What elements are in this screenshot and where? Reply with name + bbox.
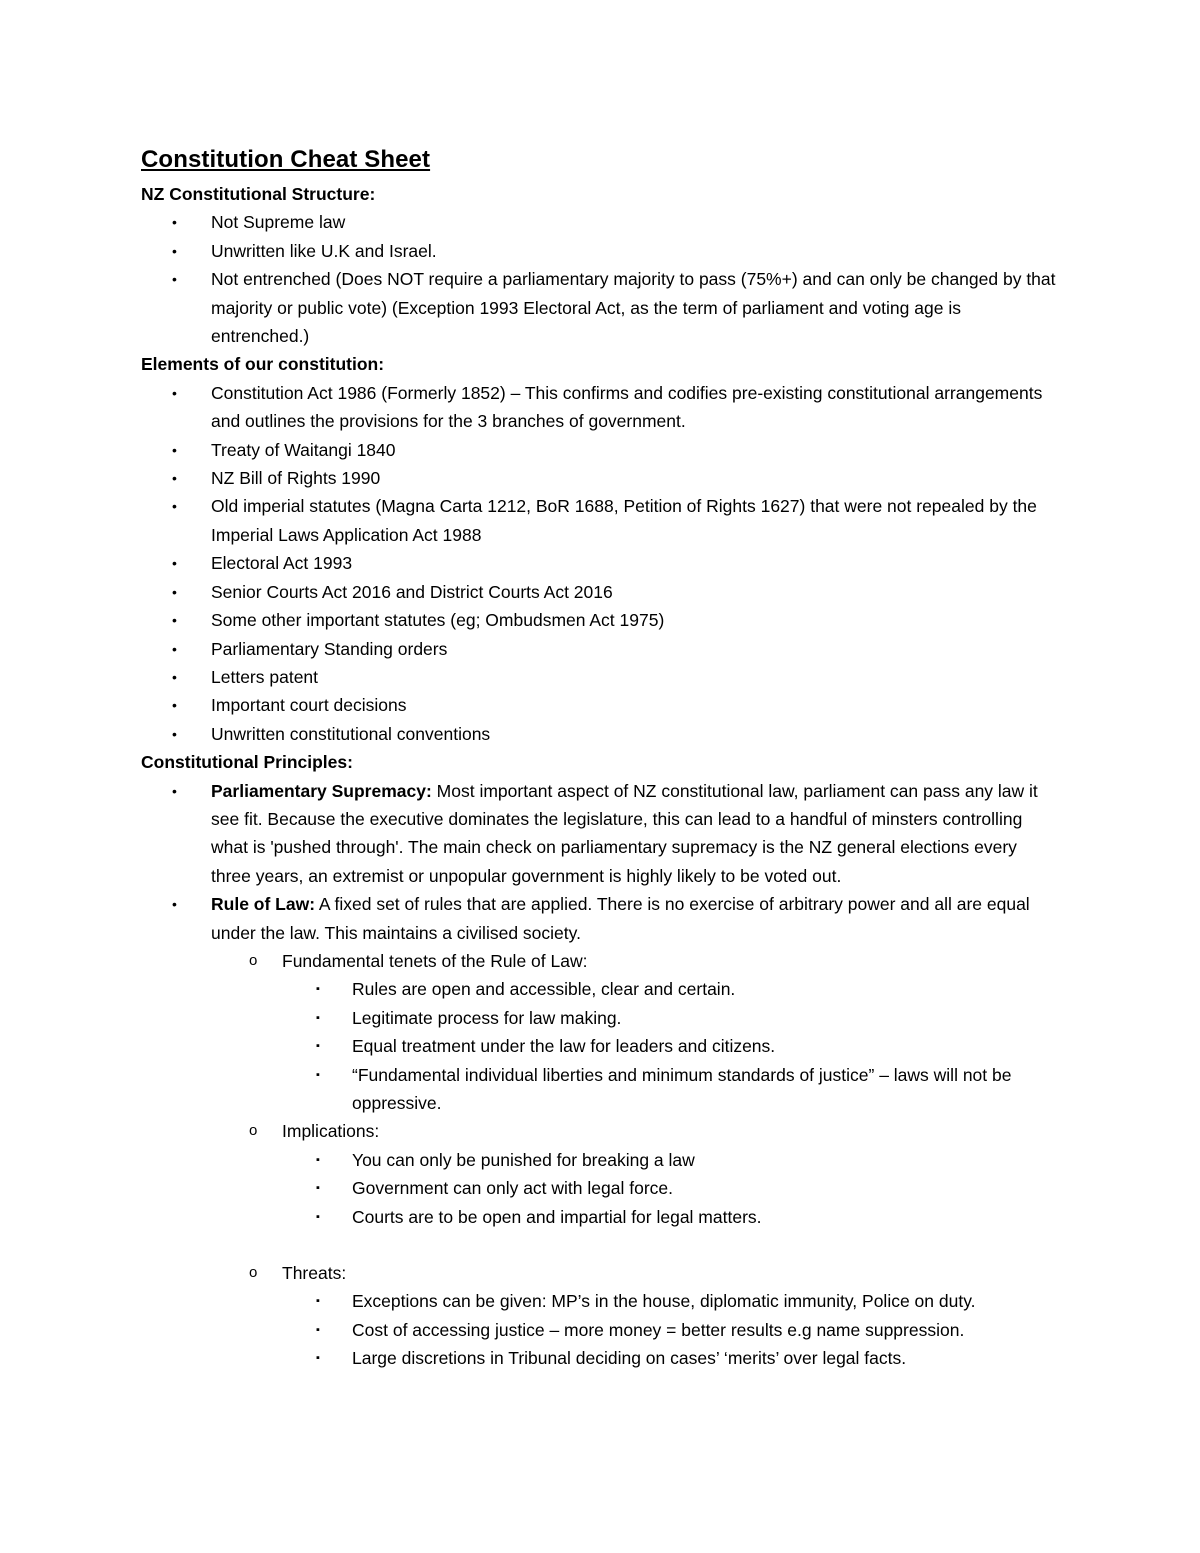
bullet-icon: • — [172, 668, 177, 685]
section-heading-elements: Elements of our constitution: — [141, 354, 385, 375]
bullet-icon: • — [172, 555, 177, 572]
term-label: Parliamentary Supremacy: — [211, 780, 432, 801]
list-item — [141, 436, 1061, 464]
square-bullet-icon: ▪ — [316, 1210, 320, 1223]
bullet-icon: • — [172, 271, 177, 288]
section-heading-structure: NZ Constitutional Structure: — [141, 184, 376, 204]
sublist-item — [141, 1287, 1061, 1315]
sublist-item — [141, 975, 1061, 1003]
list-item-text: Senior Courts Act 2016 and District Courts Act 2016 — [211, 581, 613, 602]
square-bullet-icon: ▪ — [316, 983, 320, 996]
sublist-item — [141, 1316, 1061, 1344]
circle-bullet-icon: o — [249, 1122, 258, 1140]
sublist-item-text: Cost of accessing justice – more money = better results e.g name suppression. — [352, 1319, 965, 1340]
sublist-item-text: Equal treatment under the law for leaders and citizens. — [352, 1036, 776, 1057]
document-title: Constitution Cheat Sheet — [141, 146, 431, 173]
square-bullet-icon: ▪ — [316, 1153, 320, 1166]
bullet-icon: • — [172, 782, 177, 799]
list-item — [141, 606, 1061, 634]
sublist-item-text: “Fundamental individual liberties and minimum standards of justice” – laws will not be oppressive. — [352, 1064, 1012, 1113]
sublist-heading-text: Implications: — [282, 1121, 380, 1142]
list-item — [141, 691, 1061, 719]
list-item — [141, 549, 1061, 577]
square-bullet-icon: ▪ — [316, 1295, 320, 1308]
sublist-item — [141, 1203, 1061, 1231]
sublist-item-text: You can only be punished for breaking a law — [352, 1149, 695, 1170]
square-bullet-icon: ▪ — [316, 1068, 320, 1081]
list-item-text: NZ Bill of Rights 1990 — [211, 468, 381, 489]
term-label: Rule of Law: — [211, 894, 316, 915]
sublist-item — [141, 1344, 1061, 1372]
square-bullet-icon: ▪ — [316, 1011, 320, 1024]
sublist-item-text: Government can only act with legal force. — [352, 1178, 673, 1199]
circle-bullet-icon: o — [249, 1264, 258, 1282]
sublist-item — [141, 1032, 1061, 1060]
sublist-item — [141, 1174, 1061, 1202]
list-item-text: Not entrenched (Does NOT require a parliamentary majority to pass (75%+) and can only be changed by that majority or public vote) (Exception 1993 Electoral Act, as the term of parliament and voting age is entrenched.) — [211, 269, 1056, 347]
sublist-heading-text: Fundamental tenets of the Rule of Law: — [282, 950, 588, 971]
sublist-item-text: Large discretions in Tribunal deciding on cases’ ‘merits’ over legal facts. — [352, 1348, 907, 1369]
bullet-icon: • — [172, 896, 177, 913]
list-item-text: Letters patent — [211, 666, 319, 687]
list-item-text: Constitution Act 1986 (Formerly 1852) – This confirms and codifies pre-existing constitutional arrangements and outlines the provisions for the 3 branches of government. — [211, 382, 1043, 432]
list-item-text: Unwritten constitutional conventions — [211, 723, 491, 744]
list-item — [141, 635, 1061, 663]
term-description: Most important aspect of NZ constitutional law, parliament can pass any law it see fit. Because the executive dominates the legislature, this can lead to a handful of minsters controlling what is 'pushed through'. The main check on parliamentary supremacy is the NZ general elections every three years, an extremist or unpopular government is highly likely to be voted out. — [211, 780, 1038, 886]
list-item — [141, 464, 1061, 492]
sublist-heading-tenets — [141, 947, 1061, 975]
sublist-heading-text: Threats: — [282, 1263, 347, 1284]
list-item — [141, 578, 1061, 606]
bullet-icon: • — [172, 583, 177, 600]
list-item — [141, 492, 1061, 549]
sublist-heading-implications — [141, 1117, 1061, 1145]
list-item-text: Some other important statutes (eg; Ombudsmen Act 1975) — [211, 610, 665, 631]
sublist-item-text: Courts are to be open and impartial for legal matters. — [352, 1206, 762, 1227]
list-item-text: Old imperial statutes (Magna Carta 1212, BoR 1688, Petition of Rights 1627) that were not repealed by the Imperial Laws Application Act 1988 — [211, 496, 1037, 545]
section-heading-principles: Constitutional Principles: — [141, 752, 353, 773]
square-bullet-icon: ▪ — [316, 1352, 320, 1365]
bullet-icon: • — [172, 242, 177, 259]
list-item-text: Electoral Act 1993 — [211, 553, 353, 574]
list-item-parliamentary-supremacy — [141, 777, 1061, 891]
list-item-rule-of-law — [141, 890, 1061, 947]
sublist-item-text: Rules are open and accessible, clear and certain. — [352, 979, 736, 1000]
list-item-text: Not Supreme law — [211, 212, 346, 233]
sublist-item — [141, 1004, 1061, 1032]
square-bullet-icon: ▪ — [316, 1323, 320, 1336]
document-content — [141, 144, 1061, 1373]
bullet-icon: • — [172, 640, 177, 657]
list-item — [141, 720, 1061, 748]
bullet-icon: • — [172, 725, 177, 742]
bullet-icon: • — [172, 697, 177, 714]
sublist-item — [141, 1146, 1061, 1174]
list-item — [141, 663, 1061, 691]
bullet-icon: • — [172, 498, 177, 515]
list-item-text: Important court decisions — [211, 695, 407, 716]
list-item — [141, 379, 1061, 436]
blank-line — [141, 1231, 1061, 1259]
bullet-icon: • — [172, 441, 177, 458]
bullet-icon: • — [172, 470, 177, 487]
sublist-heading-threats — [141, 1259, 1061, 1287]
bullet-icon: • — [172, 384, 177, 401]
list-item — [141, 208, 1061, 236]
square-bullet-icon: ▪ — [316, 1040, 320, 1053]
sublist-item-text: Exceptions can be given: MP’s in the house, diplomatic immunity, Police on duty. — [352, 1291, 976, 1312]
list-item-text: Treaty of Waitangi 1840 — [211, 439, 396, 460]
list-item — [141, 237, 1061, 265]
bullet-icon: • — [172, 214, 177, 231]
list-item-text: Unwritten like U.K and Israel. — [211, 240, 437, 261]
list-item-text: Parliamentary Standing orders — [211, 638, 448, 659]
list-item — [141, 265, 1061, 350]
square-bullet-icon: ▪ — [316, 1182, 320, 1195]
bullet-icon: • — [172, 612, 177, 629]
term-description: A fixed set of rules that are applied. There is no exercise of arbitrary power and all are equal under the law. This maintains a civilised society. — [211, 894, 1030, 943]
sublist-item-text: Legitimate process for law making. — [352, 1007, 622, 1028]
circle-bullet-icon: o — [249, 951, 258, 969]
sublist-item — [141, 1061, 1061, 1118]
